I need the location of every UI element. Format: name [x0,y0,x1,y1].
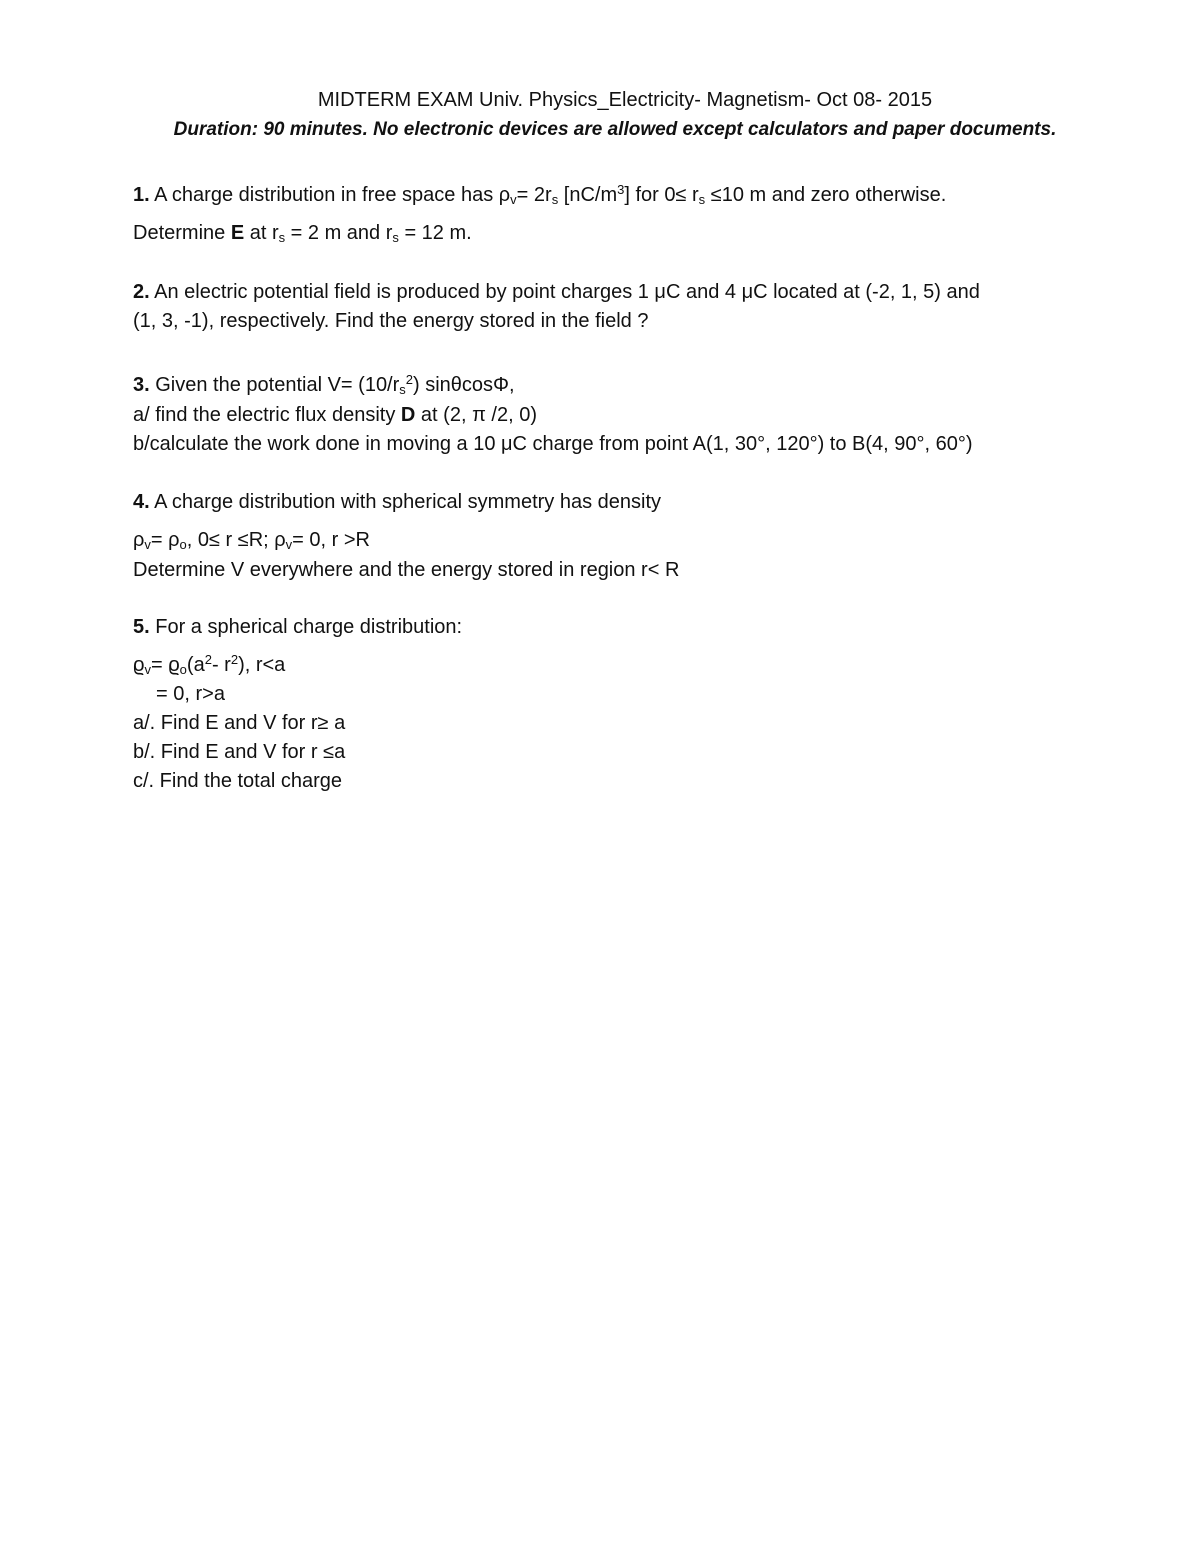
q1-l2-bold-e: E [230,222,245,244]
q1-l2-c: = 2 m and r [285,222,393,244]
exam-duration-note: Duration: 90 minutes. No electronic devices are allowed except calculators and paper documents. [173,119,1057,140]
q5-l2-e: ), r<a [238,654,286,676]
q4-l2-d: = 0, r >R [292,529,370,551]
question-5-part-c: c/. Find the total charge [133,770,343,792]
q1-l2-sub-s2: s [392,230,399,245]
q5-sub-v: v [144,662,151,677]
q5-l2-d: - r [211,654,231,676]
question-1-number: 1. [133,184,150,206]
question-1-line-2 [133,219,472,247]
q4-l2-c: , 0≤ r ≤R; ρ [186,529,286,551]
q1-text-d: ] for 0≤ r [624,184,699,206]
question-3-line-2 [133,401,537,429]
q5-l2-c: (a [186,654,205,676]
question-5-line-1 [133,613,462,641]
q3-l2-a: a/ find the electric flux density [133,404,401,426]
q1-l2-d: = 12 m. [398,222,472,244]
q1-text-c: [nC/m [558,184,618,206]
q1-sub-s: s [551,192,559,207]
q1-l2-a: Determine [133,222,231,244]
q1-text-e: ≤10 m and zero otherwise. [705,184,947,206]
question-4-number: 4. [133,491,150,513]
q1-text-a: A charge distribution in free space has ρ [149,184,511,206]
question-5-part-b: b/. Find E and V for r ≤a [133,741,346,763]
q4-sub-v: v [144,537,151,552]
q5-l2-a: ϱ [133,654,145,676]
q3-sub-s: s [399,382,406,397]
q4-sub-o: o [179,537,187,552]
q5-sub-o: o [179,662,187,677]
question-3-line-3: b/calculate the work done in moving a 10 μC charge from point A(1, 30°, 120°) to B(4, 90°, 60°) [133,433,973,455]
q5-sup-2b: 2 [230,652,239,667]
q1-sup-3: 3 [617,182,625,197]
q3-l2-bold-d: D [400,404,416,426]
q4-l2-b: = ρ [150,529,180,551]
exam-title: MIDTERM EXAM Univ. Physics_Electricity- Magnetism- Oct 08- 2015 [317,89,933,111]
q2-text-1: An electric potential field is produced by point charges 1 μC and 4 μC located at (-2, 1, 5) and [149,281,980,303]
question-2-line-1 [133,278,980,306]
question-3-line-1 [133,371,515,399]
question-5-number: 5. [133,616,150,638]
question-4-line-3: Determine V everywhere and the energy stored in region r< R [133,559,680,581]
question-5-line-3: = 0, r>a [156,683,225,705]
q5-text-1: For a spherical charge distribution: [149,616,463,638]
question-4-line-1 [133,488,661,516]
q3-text-a: Given the potential V= (10/r [149,374,400,396]
q4-text-1: A charge distribution with spherical symmetry has density [149,491,662,513]
question-5-line-2 [133,651,285,679]
q5-l2-b: = ϱ [150,654,180,676]
q4-l2-a: ρ [133,529,145,551]
q1-text-b: = 2r [516,184,552,206]
question-5-part-a: a/. Find E and V for r≥ a [133,712,346,734]
q1-sub-v: v [510,192,517,207]
question-1-line-1 [133,181,946,209]
q3-l2-b: at (2, π /2, 0) [415,404,537,426]
q1-l2-sub-s: s [278,230,286,245]
q4-sub-v2: v [285,537,293,552]
q1-sub-s2: s [698,192,706,207]
q3-text-b: ) sinθcosΦ, [413,374,515,396]
question-4-line-2 [133,526,370,554]
q5-sup-2a: 2 [204,652,212,667]
question-2-line-2: (1, 3, -1), respectively. Find the energy stored in the field ? [133,310,649,332]
q1-l2-b: at r [244,222,279,244]
question-2-number: 2. [133,281,150,303]
question-3-number: 3. [133,374,150,396]
q3-sup-2: 2 [405,372,414,387]
